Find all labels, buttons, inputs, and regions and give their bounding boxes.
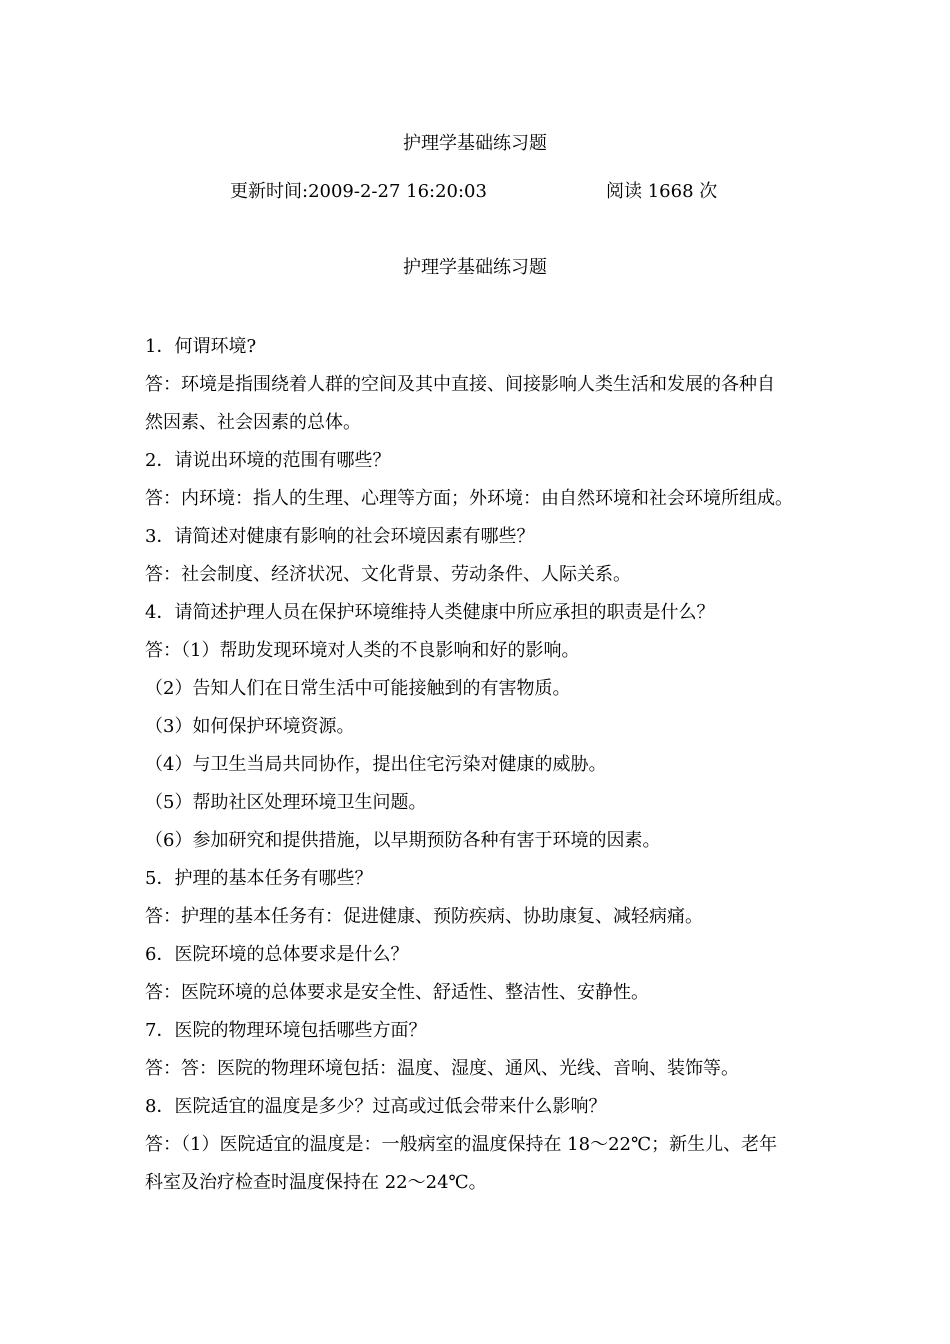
read-count: 阅读 1668 次	[606, 181, 718, 202]
question-8: 8．医院适宜的温度是多少？过高或过低会带来什么影响？	[145, 1096, 607, 1117]
answer-4-item-6: （6）参加研究和提供措施，以早期预防各种有害于环境的因素。	[145, 830, 661, 851]
answer-2: 答：内环境：指人的生理、心理等方面；外环境：由自然环境和社会环境所组成。	[145, 488, 793, 509]
document-subtitle: 护理学基础练习题	[403, 257, 547, 278]
question-4: 4．请简述护理人员在保护环境维持人类健康中所应承担的职责是什么？	[145, 602, 715, 623]
answer-5: 答：护理的基本任务有：促进健康、预防疾病、协助康复、减轻病痛。	[145, 906, 703, 927]
question-3: 3．请简述对健康有影响的社会环境因素有哪些？	[145, 526, 535, 547]
update-time: 更新时间:2009-2-27 16:20:03	[230, 181, 487, 202]
question-5: 5．护理的基本任务有哪些？	[145, 868, 373, 889]
answer-3: 答：社会制度、经济状况、文化背景、劳动条件、人际关系。	[145, 564, 631, 585]
question-1: 1．何谓环境?	[145, 336, 257, 357]
answer-4-item-3: （3）如何保护环境资源。	[145, 716, 355, 737]
answer-8-line-1: 答：（1）医院适宜的温度是：一般病室的温度保持在 18～22℃；新生儿、老年	[145, 1134, 778, 1155]
question-6: 6．医院环境的总体要求是什么？	[145, 944, 409, 965]
answer-1-line-1: 答：环境是指围绕着人群的空间及其中直接、间接影响人类生活和发展的各种自	[145, 374, 775, 395]
answer-7: 答：答：医院的物理环境包括：温度、湿度、通风、光线、音响、装饰等。	[145, 1058, 739, 1079]
document-title: 护理学基础练习题	[403, 133, 547, 154]
answer-8-line-2: 科室及治疗检查时温度保持在 22～24℃。	[145, 1172, 487, 1193]
question-2: 2．请说出环境的范围有哪些？	[145, 450, 391, 471]
question-7: 7．医院的物理环境包括哪些方面？	[145, 1020, 427, 1041]
answer-4-item-2: （2）告知人们在日常生活中可能接触到的有害物质。	[145, 678, 571, 699]
answer-4-item-5: （5）帮助社区处理环境卫生问题。	[145, 792, 427, 813]
answer-4-item-1: 答：（1）帮助发现环境对人类的不良影响和好的影响。	[145, 640, 580, 661]
answer-6: 答：医院环境的总体要求是安全性、舒适性、整洁性、安静性。	[145, 982, 649, 1003]
answer-1-line-2: 然因素、社会因素的总体。	[145, 412, 361, 433]
answer-4-item-4: （4）与卫生当局共同协作，提出住宅污染对健康的威胁。	[145, 754, 607, 775]
qa-content	[145, 328, 815, 1202]
